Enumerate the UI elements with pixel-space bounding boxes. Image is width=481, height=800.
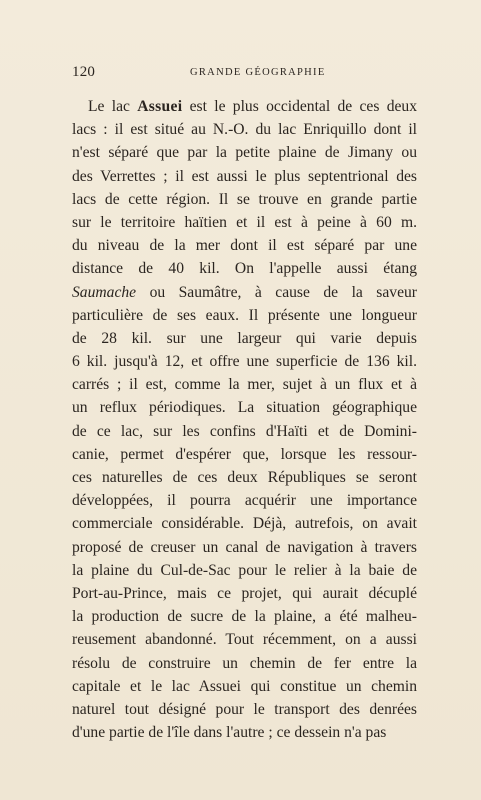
- text-line: Port-au-Prince, mais ce projet, qui aurait décuplé: [72, 584, 417, 602]
- text-line: du niveau de la mer dont il est séparé par une: [72, 237, 417, 255]
- text-line: capitale et le lac Assuei qui constitue un chemin: [72, 677, 417, 695]
- text-line: lacs de cette région. Il se trouve en grande partie: [72, 190, 417, 208]
- text-line: de ce lac, sur les confins d'Haïti et de Domini-: [72, 422, 417, 440]
- text-line: d'une partie de l'île dans l'autre ; ce dessein n'a pas: [72, 724, 387, 742]
- page-header: [72, 64, 414, 84]
- lake-name-bold: Assuei: [137, 98, 183, 115]
- text-line: distance de 40 kil. On l'appelle aussi étang: [72, 260, 417, 278]
- text-line: commerciale considérable. Déjà, autrefois, on avait: [72, 515, 417, 533]
- text-span: Le lac: [88, 98, 138, 115]
- text-line: canie, permet d'espérer que, lorsque les ressour-: [72, 445, 417, 463]
- text-line: un reflux périodiques. La situation géographique: [72, 399, 417, 417]
- text-line: des Verrettes ; il est aussi le plus septentrional des: [72, 167, 417, 185]
- text-line: résolu de construire un chemin de fer entre la: [72, 654, 417, 672]
- text-line: 6 kil. jusqu'à 12, et offre une superficie de 136 kil.: [72, 353, 417, 371]
- text-line: de 28 kil. sur une largeur qui varie depuis: [72, 329, 417, 347]
- text-line: sur le territoire haïtien et il est à peine à 60 m.: [72, 213, 417, 231]
- text-line: ces naturelles de ces deux Républiques se seront: [72, 469, 417, 486]
- text-line: reusement abandonné. Tout récemment, on a aussi: [72, 631, 417, 649]
- running-head: GRANDE GÉOGRAPHIE: [190, 67, 326, 78]
- italic-term: Saumache: [72, 283, 137, 301]
- text-line: développées, il pourra acquérir une importance: [72, 492, 417, 510]
- text-line: naturel tout désigné pour le transport des denrées: [72, 700, 417, 718]
- text-span: ou Saumâtre, à cause de la saveur: [136, 283, 417, 301]
- text-line: la plaine du Cul-de-Sac pour le relier à la baie de: [72, 561, 417, 579]
- text-line: n'est séparé que par la petite plaine de Jimany ou: [72, 144, 417, 162]
- text-line: la production de sucre de la plaine, a été malheu-: [72, 608, 417, 626]
- page-number: 120: [72, 64, 96, 80]
- text-line: [72, 281, 417, 304]
- text-span: est le plus occidental de ces deux: [182, 98, 418, 115]
- text-line: [72, 95, 417, 118]
- text-line: particulière de ses eaux. Il présente une longueur: [72, 306, 417, 324]
- text-line: lacs : il est situé au N.-O. du lac Enriquillo dont il: [72, 121, 417, 139]
- text-line: carrés ; il est, comme la mer, sujet à un flux et à: [72, 376, 417, 394]
- body-paragraph: [72, 95, 417, 744]
- text-line: proposé de creuser un canal de navigation à travers: [72, 538, 417, 556]
